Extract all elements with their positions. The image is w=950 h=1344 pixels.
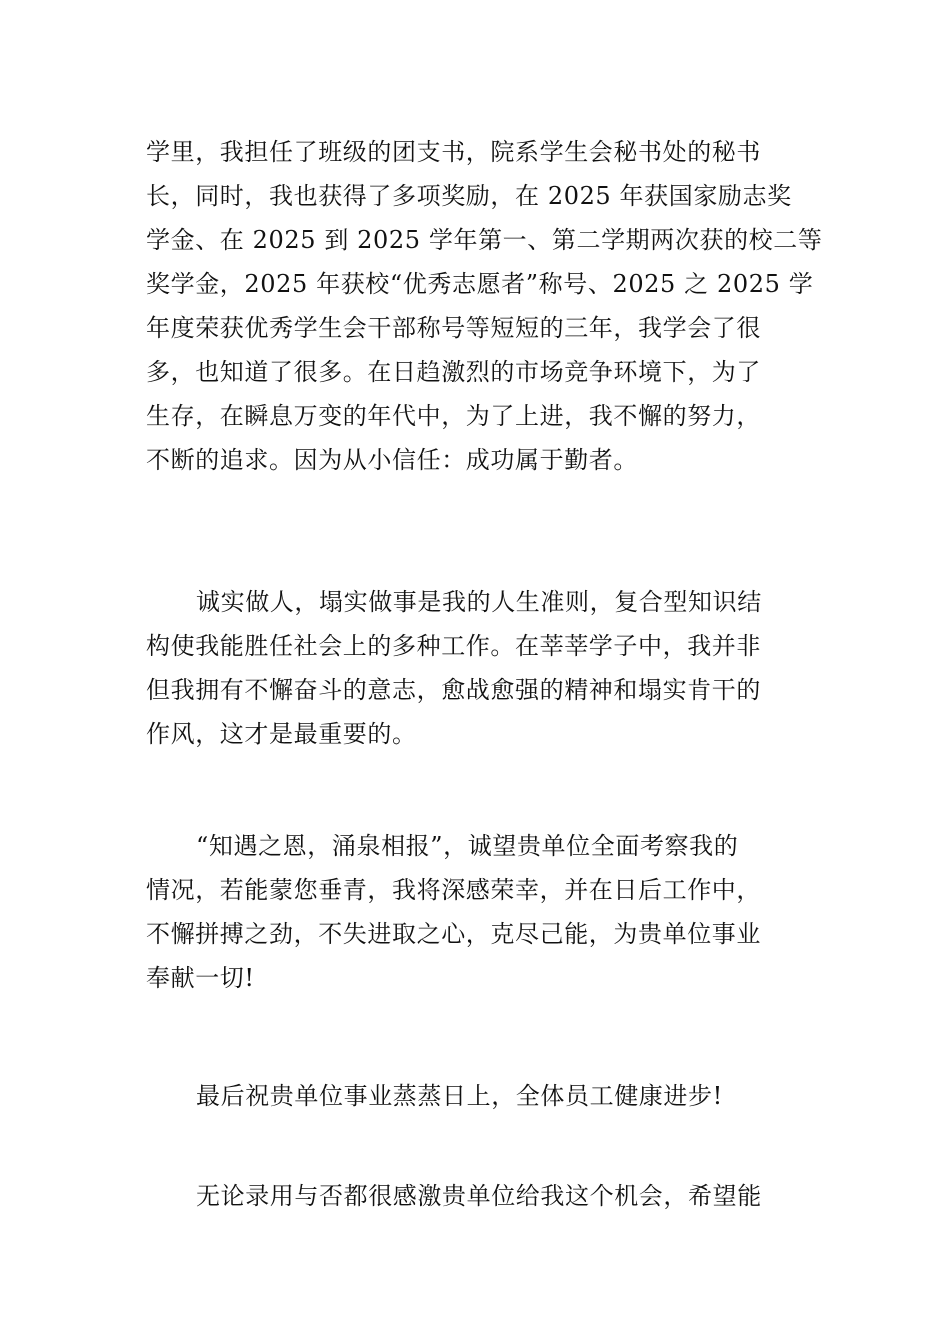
text-line: 构使我能胜任社会上的多种工作。在莘莘学子中，我并非 [146, 632, 761, 660]
paragraph-closing [146, 1174, 808, 1218]
text-line: 无论录用与否都很感激贵单位给我这个机会，希望能 [196, 1182, 762, 1210]
paragraph-request [146, 824, 808, 1000]
text-line: 学里，我担任了班级的团支书，院系学生会秘书处的秘书 [146, 138, 761, 166]
text-line: 奖学金，2025 年获校“优秀志愿者”称号、2025 之 2025 学 [146, 270, 814, 298]
text-line: 不懈拼搏之劲，不失进取之心，克尽己能，为贵单位事业 [146, 920, 761, 948]
text-line: 情况，若能蒙您垂青，我将深感荣幸，并在日后工作中， [146, 876, 761, 904]
text-line: 学金、在 2025 到 2025 学年第一、第二学期两次获的校二等 [146, 226, 823, 254]
text-line: 长，同时，我也获得了多项奖励，在 2025 年获国家励志奖 [146, 182, 792, 210]
text-line: 多，也知道了很多。在日趋激烈的市场竞争环境下，为了 [146, 358, 761, 386]
text-line: “知遇之恩，涌泉相报”，诚望贵单位全面考察我的 [196, 832, 739, 860]
text-line: 不断的追求。因为从小信任：成功属于勤者。 [146, 446, 638, 474]
text-line: 生存，在瞬息万变的年代中，为了上进，我不懈的努力， [146, 402, 761, 430]
paragraph-achievements [146, 130, 823, 482]
text-line: 诚实做人，塌实做事是我的人生准则，复合型知识结 [196, 588, 762, 616]
paragraph-principles [146, 580, 808, 756]
text-line: 作风，这才是最重要的。 [146, 720, 417, 748]
text-line: 最后祝贵单位事业蒸蒸日上，全体员工健康进步! [196, 1082, 723, 1110]
text-line: 但我拥有不懈奋斗的意志，愈战愈强的精神和塌实肯干的 [146, 676, 761, 704]
text-line: 年度荣获优秀学生会干部称号等短短的三年，我学会了很 [146, 314, 761, 342]
paragraph-wishes [146, 1074, 808, 1118]
text-line: 奉献一切! [146, 964, 255, 992]
